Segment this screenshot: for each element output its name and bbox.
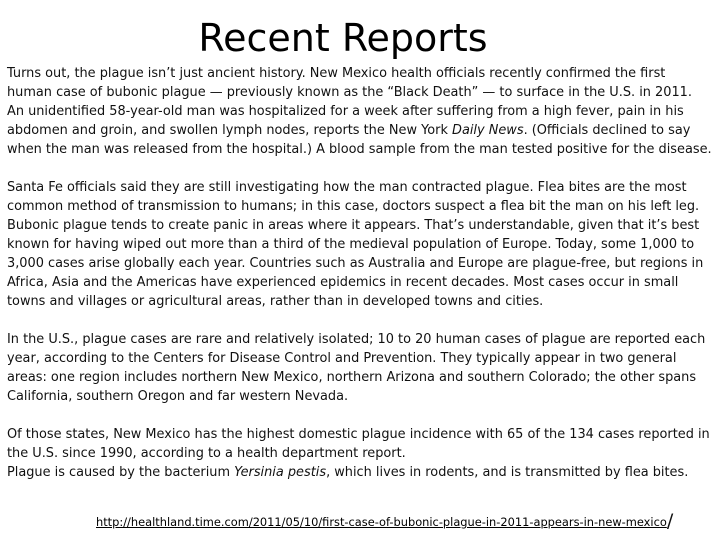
paragraph-1-text-end: . (Officials declined to say when the man was released from the hospital.) A blood sample from the man tested positive for the disease. — [7, 123, 712, 157]
source-link[interactable]: http://healthland.time.com/2011/05/10/first-case-of-bubonic-plague-in-2011-appears-in-new-mexico — [96, 515, 667, 529]
paragraph-2: Santa Fe officials said they are still investigating how the man contracted plague. Flea bites are the most common method of transmission to humans; in this case, doctors suspect a flea bit the man on his left leg. Bubonic plague tends to create panic in areas where it appears. That’s understandable, given that it’s best known for having wiped out more than a third of the medieval population of Europe. Today, some 1,000 to 3,000 cases arise globally each year. Countries such as Australia and Europe are plague-free, but regions in Africa, Asia and the Americas have experienced epidemics in recent decades. Most cases occur in small towns and villages or agricultural areas, rather than in developed towns and cities. — [7, 180, 704, 309]
paragraph-5 — [7, 463, 713, 482]
article-body — [7, 64, 713, 482]
paragraph-3: In the U.S., plague cases are rare and relatively isolated; 10 to 20 human cases of plague are reported each year, according to the Centers for Disease Control and Prevention. They typically appear in two general areas: one region includes northern New Mexico, northern Arizona and southern Colorado; the other spans California, southern Oregon and far western Nevada. — [7, 332, 706, 404]
newspaper-name: Daily News — [452, 123, 524, 138]
paragraph-4: Of those states, New Mexico has the highest domestic plague incidence with 65 of the 134 cases reported in the U.S. since 1990, according to a health department report. — [7, 427, 710, 461]
paragraph-5-text-start: Plague is caused by the bacterium — [7, 465, 235, 480]
paragraph-1 — [7, 64, 713, 159]
paragraph-5-text-end: , which lives in rodents, and is transmitted by flea bites. — [326, 465, 689, 480]
paragraph-1-text-start: Turns out, the plague isn’t just ancient history. New Mexico health officials recently confirmed the first human case of bubonic plague — previously known as the “Black Death” — to surface in the U.S. in 2011. An unidentified 58-year-old man was hospitalized for a week after suffering from a high fever, pain in his abdomen and groin, and swollen lymph nodes, reports the New York — [7, 66, 692, 138]
source-line — [96, 512, 673, 531]
bacterium-name: Yersinia pestis — [234, 465, 327, 480]
source-link-trailing-slash: / — [666, 510, 674, 532]
slide-title: Recent Reports — [198, 16, 488, 60]
